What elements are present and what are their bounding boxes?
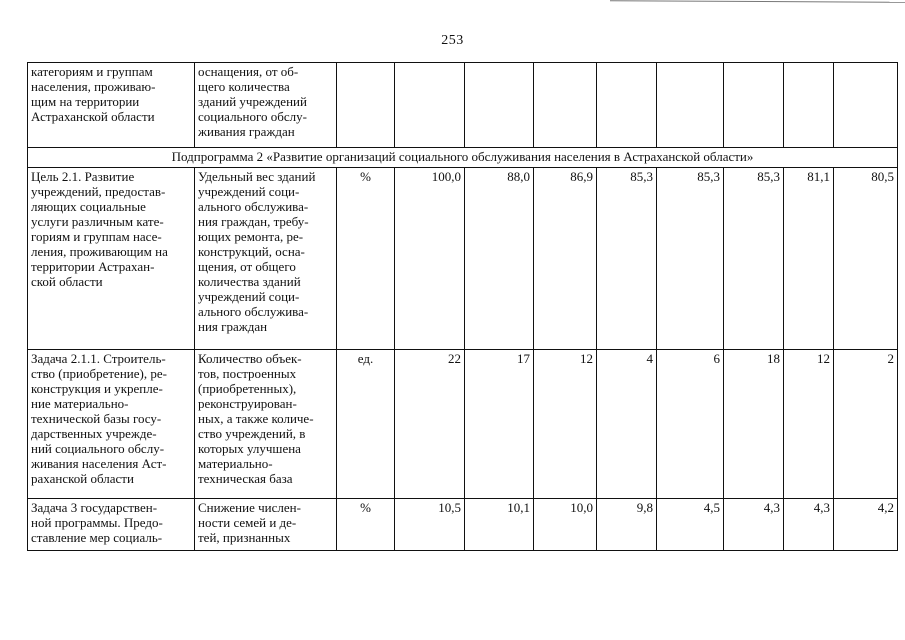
goal-cell: категориям и группам населения, проживаю- щим на территории Астраханской области: [28, 63, 195, 148]
value-cell: 4,2: [834, 499, 898, 551]
table-row-goal-2-1: [28, 168, 898, 350]
value-cell: 10,0: [534, 499, 597, 551]
value-cell: [395, 63, 465, 148]
indicators-table: [27, 62, 898, 551]
subprogram-title: Подпрограмма 2 «Развитие организаций социального обслуживания населения в Астраханской области»: [28, 148, 898, 168]
value-cell: [784, 63, 834, 148]
value-cell: [465, 63, 534, 148]
value-cell: 85,3: [597, 168, 657, 350]
unit-cell: ед.: [337, 350, 395, 499]
value-cell: 12: [534, 350, 597, 499]
unit-cell: [337, 63, 395, 148]
value-cell: 10,5: [395, 499, 465, 551]
value-cell: 9,8: [597, 499, 657, 551]
value-cell: 12: [784, 350, 834, 499]
value-cell: 88,0: [465, 168, 534, 350]
value-cell: [834, 63, 898, 148]
value-cell: 86,9: [534, 168, 597, 350]
value-cell: 10,1: [465, 499, 534, 551]
value-cell: 80,5: [834, 168, 898, 350]
table-row-continued: [28, 63, 898, 148]
value-cell: 4: [597, 350, 657, 499]
value-cell: 85,3: [657, 168, 724, 350]
value-cell: 100,0: [395, 168, 465, 350]
value-cell: [534, 63, 597, 148]
value-cell: 18: [724, 350, 784, 499]
table-row-task-2-1-1: [28, 350, 898, 499]
page-number: 253: [441, 33, 464, 48]
scan-artifact-line: [610, 0, 905, 3]
table-row-task-3: [28, 499, 898, 551]
value-cell: 81,1: [784, 168, 834, 350]
goal-cell: Задача 2.1.1. Строитель- ство (приобретение), ре- конструкция и укрепле- ние материально- технической базы госу- дарственных учрежде- ний социального обслу- живания населения Аст- раханской области: [28, 350, 195, 499]
indicator-cell: оснащения, от об- щего количества зданий учреждений социального обслу- живания граждан: [195, 63, 337, 148]
unit-cell: %: [337, 168, 395, 350]
indicator-cell: Удельный вес зданий учреждений соци- ального обслужива- ния граждан, требу- ющих ремонта, ре- конструкций, осна- щения, от общего количества зданий учреждений соци- ального обслужива- ния граждан: [195, 168, 337, 350]
goal-cell: Задача 3 государствен- ной программы. Предо- ставление мер социаль-: [28, 499, 195, 551]
value-cell: [657, 63, 724, 148]
unit-cell: %: [337, 499, 395, 551]
value-cell: 22: [395, 350, 465, 499]
value-cell: 17: [465, 350, 534, 499]
value-cell: 6: [657, 350, 724, 499]
value-cell: [724, 63, 784, 148]
table-row-subprogram: [28, 148, 898, 168]
value-cell: 4,3: [784, 499, 834, 551]
value-cell: 4,3: [724, 499, 784, 551]
indicator-cell: Количество объек- тов, построенных (приобретенных), реконструирован- ных, а также количе- ство учреждений, в которых улучшена материально- техническая база: [195, 350, 337, 499]
value-cell: [597, 63, 657, 148]
goal-cell: Цель 2.1. Развитие учреждений, предостав- ляющих социальные услуги различным кате- гориям и группам насе- ления, проживающим на территории Астрахан- ской области: [28, 168, 195, 350]
value-cell: 4,5: [657, 499, 724, 551]
indicator-cell: Снижение числен- ности семей и де- тей, признанных: [195, 499, 337, 551]
value-cell: 2: [834, 350, 898, 499]
value-cell: 85,3: [724, 168, 784, 350]
